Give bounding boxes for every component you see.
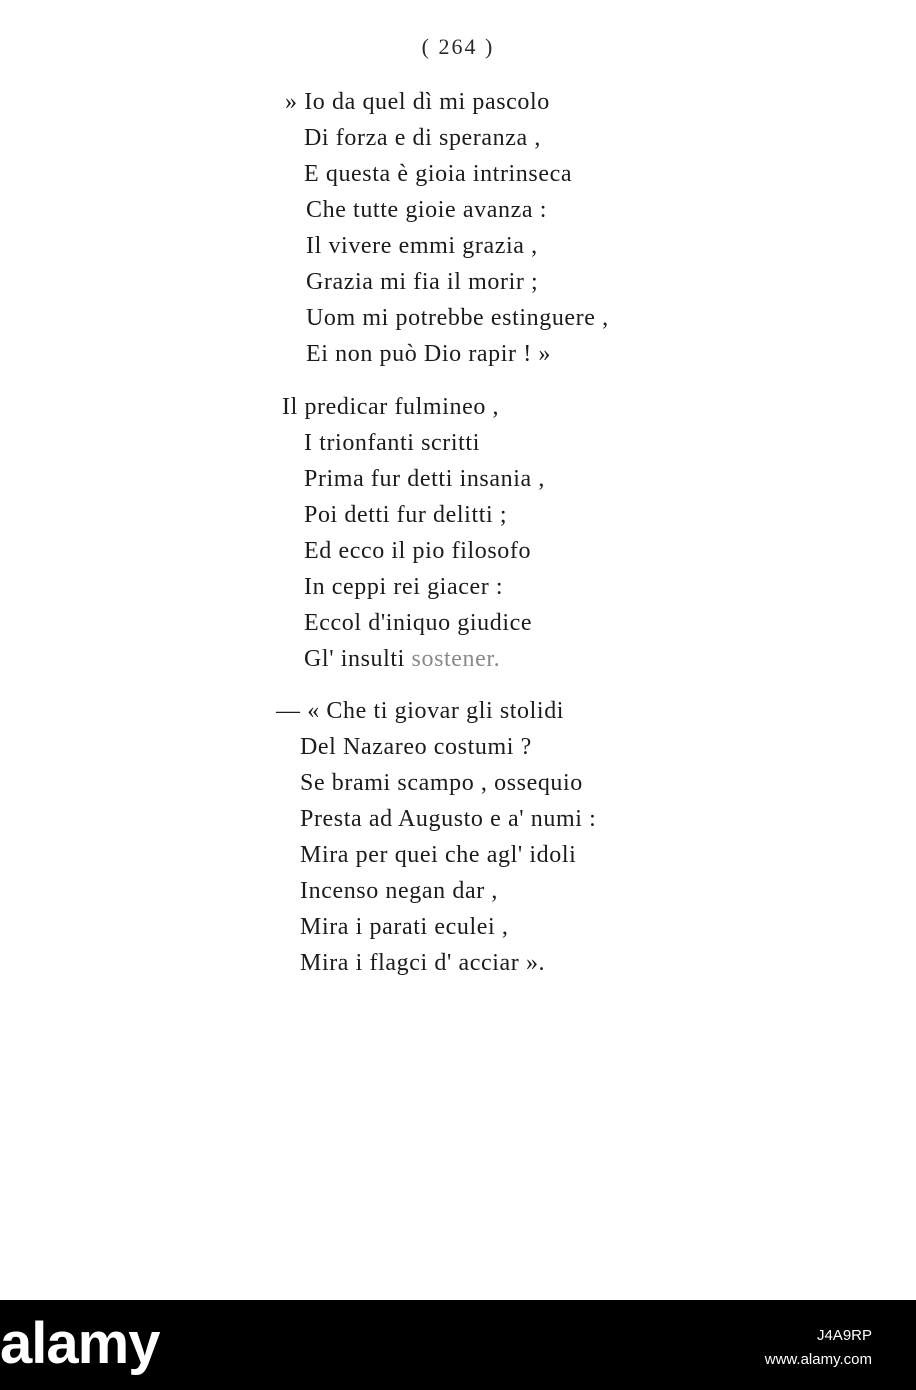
verse-line: Ed ecco il pio filosofo bbox=[304, 538, 532, 564]
page-number: ( 264 ) bbox=[421, 34, 495, 59]
faded-word: sostener. bbox=[411, 646, 501, 672]
verse-line: Il vivere emmi grazia , bbox=[306, 233, 538, 259]
verse-line: Uom mi potrebbe estinguere , bbox=[306, 305, 609, 331]
verse-line: Mira i flagci d' acciar ». bbox=[300, 950, 546, 976]
verse-line: Mira per quei che agl' idoli bbox=[300, 842, 577, 868]
verse-line: Di forza e di speranza , bbox=[304, 125, 541, 151]
verse-line: In ceppi rei giacer : bbox=[304, 574, 504, 600]
verse-line-last bbox=[304, 645, 500, 673]
verse-line: E questa è gioia intrinseca bbox=[304, 161, 573, 187]
verse-line: Mira i parati eculei , bbox=[300, 914, 509, 940]
alamy-logo: alamy bbox=[0, 1311, 160, 1376]
verse-line: Che tutte gioie avanza : bbox=[306, 197, 547, 223]
verse-line: Il predicar fulmineo , bbox=[282, 394, 500, 420]
verse-line: » Io da quel dì mi pascolo bbox=[285, 89, 550, 115]
verse-line: Poi detti fur delitti ; bbox=[304, 502, 508, 528]
footer-url: www.alamy.com bbox=[764, 1351, 872, 1368]
verse-line: Incenso negan dar , bbox=[300, 878, 498, 904]
verse-line: Del Nazareo costumi ? bbox=[300, 734, 532, 760]
verse-line: Eccol d'iniquo giudice bbox=[304, 610, 533, 636]
watermark-footer bbox=[0, 1300, 916, 1390]
verse-line: Ei non può Dio rapir ! » bbox=[306, 341, 552, 367]
image-id: J4A9RP bbox=[816, 1327, 872, 1344]
verse-line: Presta ad Augusto e a' numi : bbox=[300, 806, 597, 832]
verse-line: Grazia mi fia il morir ; bbox=[306, 269, 539, 295]
verse-line: Se brami scampo , ossequio bbox=[300, 770, 583, 796]
verse-text: Gl' insulti bbox=[304, 646, 405, 672]
verse-line: Prima fur detti insania , bbox=[304, 466, 545, 492]
verse-line: I trionfanti scritti bbox=[304, 430, 480, 456]
verse-line: — « Che ti giovar gli stolidi bbox=[276, 698, 565, 724]
